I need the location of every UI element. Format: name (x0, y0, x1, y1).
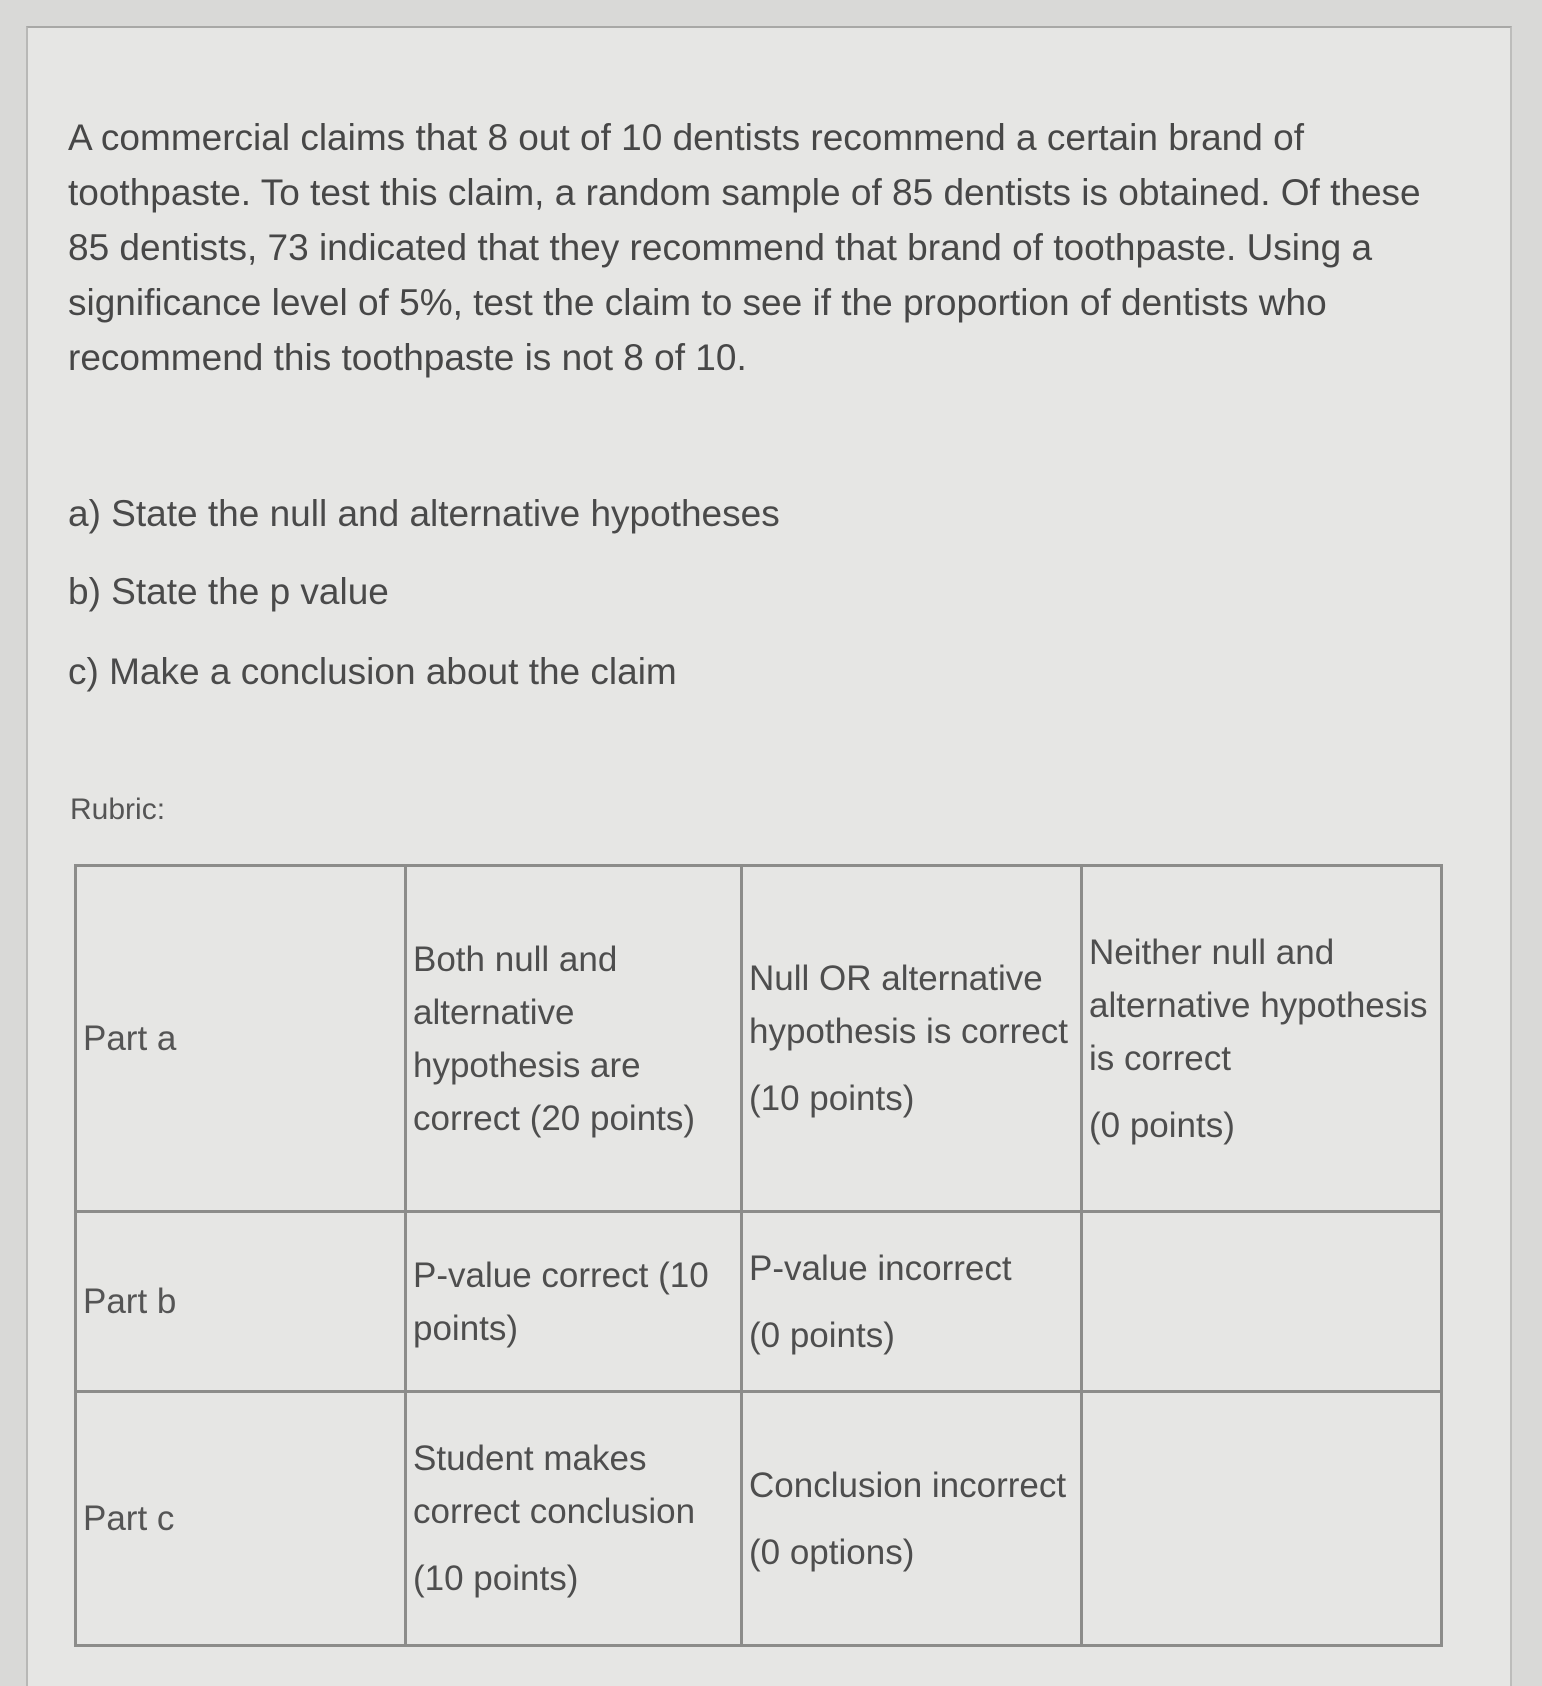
rubric-cell-description: P-value correct (10 points) (413, 1255, 709, 1348)
rubric-cell-description: Student makes correct conclusion (413, 1439, 696, 1531)
rubric-cell (742, 1392, 1082, 1646)
problem-statement: A commercial claims that 8 out of 10 dentists recommend a certain brand of toothpaste. To test this claim, a random sample of 85 dentists is obtained. Of these 85 dentists, 73 indicated that they recommend that brand of toothpaste. Using a significance level of 5%, test the claim to see if the proportion of dentists who recommend this toothpaste is not 8 of 10. (68, 117, 1421, 378)
rubric-row-part-b (76, 1212, 1442, 1392)
rubric-cell-points: (0 points) (1089, 1105, 1235, 1145)
rubric-cell-empty (1082, 1392, 1442, 1646)
rubric-cell-description: Null OR alternative hypothesis is correct (749, 959, 1069, 1051)
rubric-row-part-c (76, 1392, 1442, 1646)
rubric-cell (406, 866, 742, 1212)
rubric-cell (406, 1212, 742, 1392)
rubric-cell-points: (0 options) (749, 1532, 915, 1572)
rubric-cell-points: (10 points) (413, 1559, 579, 1598)
rubric-cell-empty (1082, 1212, 1442, 1392)
rubric-cell (742, 1212, 1082, 1392)
question-c: c) Make a conclusion about the claim (68, 651, 677, 692)
rubric-table (74, 864, 1443, 1647)
rubric-label: Rubric: (70, 793, 166, 826)
rubric-row-part-a (76, 866, 1442, 1212)
rubric-cell-description: P-value incorrect (749, 1248, 1012, 1288)
rubric-part-label: Part c (76, 1392, 406, 1646)
rubric-cell-points: (10 points) (749, 1079, 915, 1118)
rubric-part-label: Part b (76, 1212, 406, 1392)
rubric-cell-description: Neither null and alternative hypothesis is correct (1089, 932, 1428, 1078)
rubric-cell (1082, 866, 1442, 1212)
rubric-cell-description: Both null and alternative hypothesis are correct (20 points) (413, 939, 696, 1138)
rubric-cell-points: (0 points) (749, 1315, 895, 1355)
rubric-cell-description: Conclusion incorrect (749, 1465, 1067, 1505)
rubric-cell (406, 1392, 742, 1646)
rubric-cell (742, 866, 1082, 1212)
question-b: b) State the p value (68, 571, 389, 612)
question-a: a) State the null and alternative hypotheses (68, 493, 780, 534)
rubric-part-label: Part a (76, 866, 406, 1212)
